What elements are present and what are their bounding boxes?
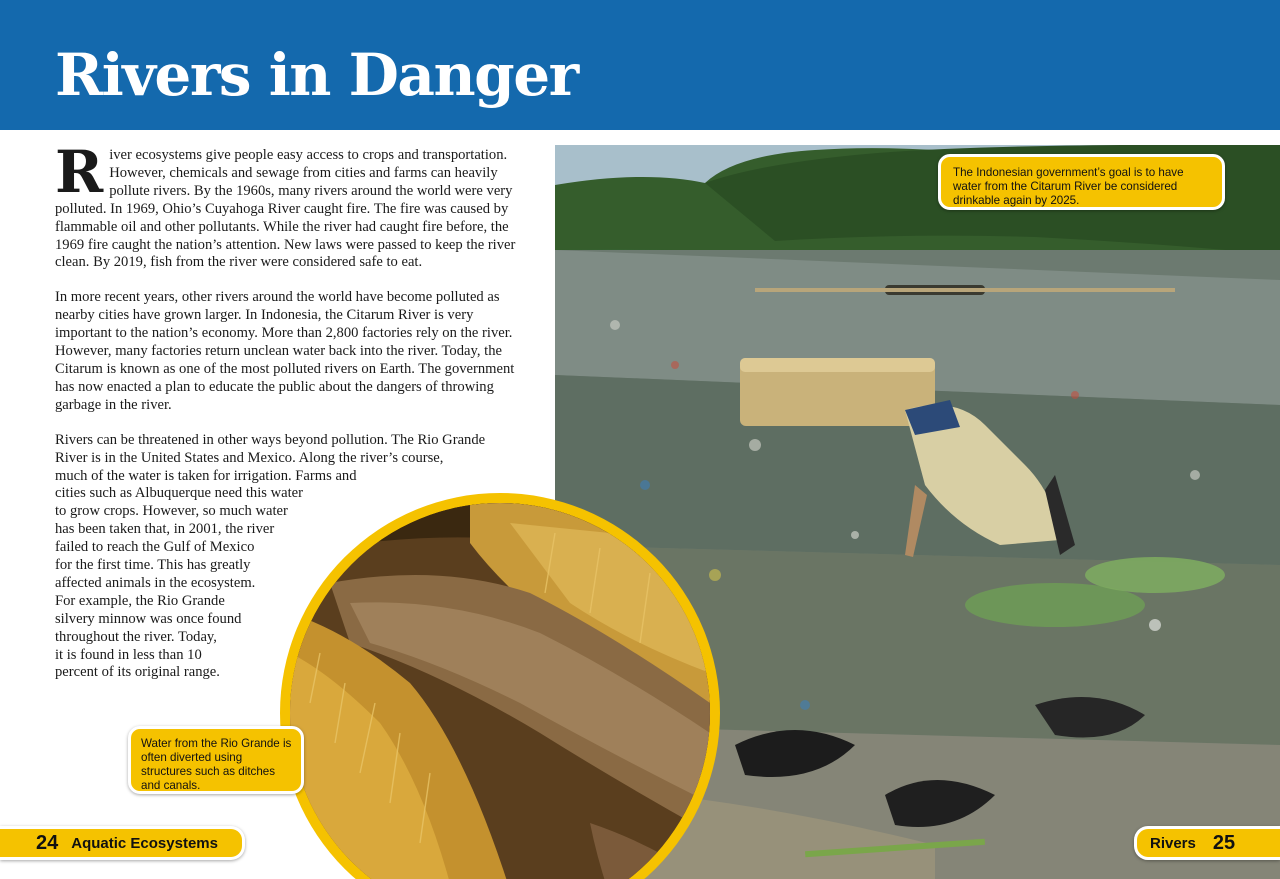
paragraph-1 (55, 138, 527, 272)
p3-line: For example, the Rio Grande (55, 592, 225, 609)
drop-cap: R (55, 138, 104, 206)
citarum-caption: The Indonesian government’s goal is to have water from the Citarum River be considered drinkable again by 2025. (938, 154, 1225, 210)
p3-line: for the first time. This has greatly (55, 557, 251, 574)
p3-line: has been taken that, in 2001, the river (55, 521, 275, 538)
p3-line: affected animals in the ecosystem. (55, 574, 256, 591)
p3-line: throughout the river. Today, (55, 628, 217, 645)
paragraph-2: In more recent years, other rivers around the world have become polluted as nearby cities have grown larger. In Indonesia, the Citarum River is very important to the nation’s economy. More than 2,800 factories rely on the river. However, many factories return unclean water back into the river. Today, the Citarum is known as one of the most polluted rivers on Earth. The government has now enacted a plan to educate the public about the dangers of throwing garbage in the river. (55, 289, 515, 413)
p3-line: percent of its original range. (55, 664, 220, 681)
p3-line: failed to reach the Gulf of Mexico (55, 539, 255, 556)
paragraph-1-text: iver ecosystems give people easy access to crops and transportation. However, chemicals and sewage from cities and farms can heavily pollute rivers. By the 1960s, many rivers around the world were very polluted. In 1969, Ohio’s Cuyahoga River caught fire. The fire was caused by flammable oil and other pollutants. While the river had caught fire before, the 1969 fire caught the nation’s attention. New laws were passed to keep the river clean. By 2019, fish from the river were considered safe to eat. (55, 147, 516, 271)
p3-line: River is in the United States and Mexico. Along the river’s course, (55, 449, 444, 466)
rio-grande-caption: Water from the Rio Grande is often diverted using structures such as ditches and canals. (128, 726, 304, 794)
chapter-label: Rivers (1150, 834, 1196, 852)
p3-line: to grow crops. However, so much water (55, 503, 288, 520)
p3-line: much of the water is taken for irrigation. Farms and (55, 467, 357, 484)
page-number-left: 24 (36, 831, 59, 854)
p3-line: it is found in less than 10 (55, 646, 202, 663)
p3-line: Rivers can be threatened in other ways beyond pollution. The Rio Grande (55, 431, 486, 448)
page-title: Rivers in Danger (55, 41, 578, 109)
footer-right-tab (1134, 826, 1280, 860)
page-number-right: 25 (1212, 831, 1236, 854)
footer-left-tab (0, 826, 245, 860)
p3-line: cities such as Albuquerque need this water (55, 485, 304, 502)
p3-line: silvery minnow was once found (55, 610, 242, 627)
book-section-label: Aquatic Ecosystems (71, 834, 218, 852)
